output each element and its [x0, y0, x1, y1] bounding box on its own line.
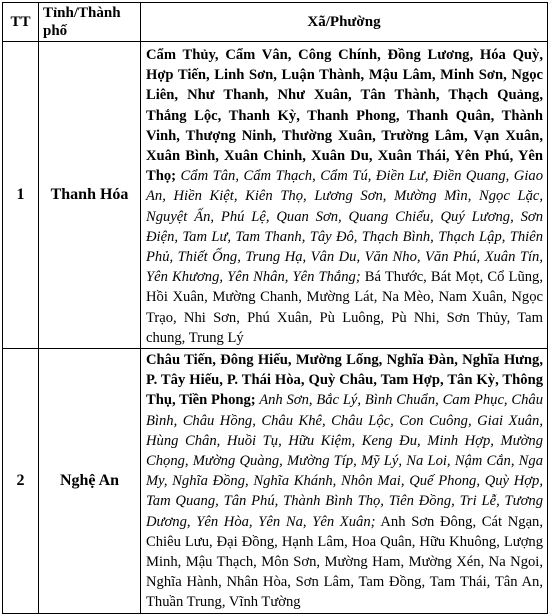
row-number: 2 — [3, 349, 39, 614]
ward-list — [141, 349, 548, 614]
row-number: 1 — [3, 42, 39, 349]
province-name: Thanh Hóa — [39, 42, 141, 349]
ward-list-regular: Bá Thước, Bát Mọt, Cổ Lũng, Hồi Xuân, Mường Chanh, Mường Lát, Na Mèo, Nam Xuân, Ngọc Trạo, Nhi Sơn, Phú Xuân, Pù Luông, Pù Nhi, Sơn Thủy, Tam chung, Trung Lý — [146, 269, 543, 346]
ward-list-regular: Anh Sơn Đông, Cát Ngạn, Chiêu Lưu, Đại Đồng, Hạnh Lâm, Hoa Quân, Hữu Khuông, Lượng Minh, Mậu Thạch, Môn Sơn, Mường Ham, Mường Xén, Na Ngoi, Nghĩa Hành, Nhân Hòa, Sơn Lâm, Tam Đồng, Tam Thái, Tân An, Thuần Trung, Vĩnh Tường — [146, 513, 544, 611]
ward-table — [2, 2, 548, 614]
header-row — [3, 3, 548, 42]
table-row — [3, 42, 548, 349]
ward-list-italic: Anh Sơn, Bắc Lý, Bình Chuẩn, Cam Phục, Châu Bình, Châu Hồng, Châu Khê, Châu Lộc, Con Cuông, Giai Xuân, Hùng Chân, Huồi Tụ, Hữu Kiệm, Keng Đu, Minh Hợp, Mường Chọng, Mường Quàng, Mường Típ, Mỹ Lý, Na Loi, Nậm Cắn, Nga My, Nghĩa Đồng, Nghĩa Khánh, Nhôn Mai, Quế Phong, Quỳ Hợp, Tam Quang, Tân Phú, Thành Bình Thọ, Tiên Đồng, Tri Lễ, Tương Dương, Yên Hòa, Yên Na, Yên Xuân; — [146, 392, 543, 530]
ward-list-bold: Cẩm Thủy, Cẩm Vân, Công Chính, Đồng Lương, Hóa Quỳ, Hợp Tiến, Linh Sơn, Luận Thành, Mậu Lâm, Minh Sơn, Ngọc Liên, Như Thanh, Như Xuân, Tân Thành, Thạch Quảng, Thắng Lộc, Thanh Kỳ, Thanh Phong, Thanh Quân, Thành Vinh, Thượng Ninh, Thường Xuân, Trường Lâm, Vạn Xuân, Xuân Bình, Xuân Chinh, Xuân Du, Xuân Thái, Yên Phú, Yên Thọ; — [146, 47, 543, 185]
header-wards: Xã/Phường — [141, 3, 548, 42]
province-name: Nghệ An — [39, 349, 141, 614]
header-tt: TT — [3, 3, 39, 42]
header-province: Tỉnh/Thành phố — [39, 3, 141, 42]
ward-list — [141, 42, 548, 349]
ward-list-italic: Cẩm Tân, Cẩm Thạch, Cẩm Tú, Điền Lư, Điền Quang, Giao An, Hiền Kiệt, Kiên Thọ, Lương Sơn, Mường Mìn, Ngọc Lặc, Nguyệt Ấn, Phú Lệ, Quan Sơn, Quang Chiểu, Quý Lương, Sơn Điện, Tam Lư, Tam Thanh, Tây Đô, Thạch Bình, Thạch Lập, Thiên Phủ, Thiết Ống, Trung Hạ, Vân Du, Văn Nho, Văn Phú, Xuân Tín, Yên Khương, Yên Nhân, Yên Thắng; — [146, 168, 543, 286]
ward-list-bold: Châu Tiến, Đông Hiếu, Mường Lống, Nghĩa Đàn, Nghĩa Hưng, P. Tây Hiếu, P. Thái Hòa, Quỳ Châu, Tam Hợp, Tân Kỳ, Thông Thụ, Tiền Phong; — [146, 352, 543, 409]
table-row — [3, 349, 548, 614]
